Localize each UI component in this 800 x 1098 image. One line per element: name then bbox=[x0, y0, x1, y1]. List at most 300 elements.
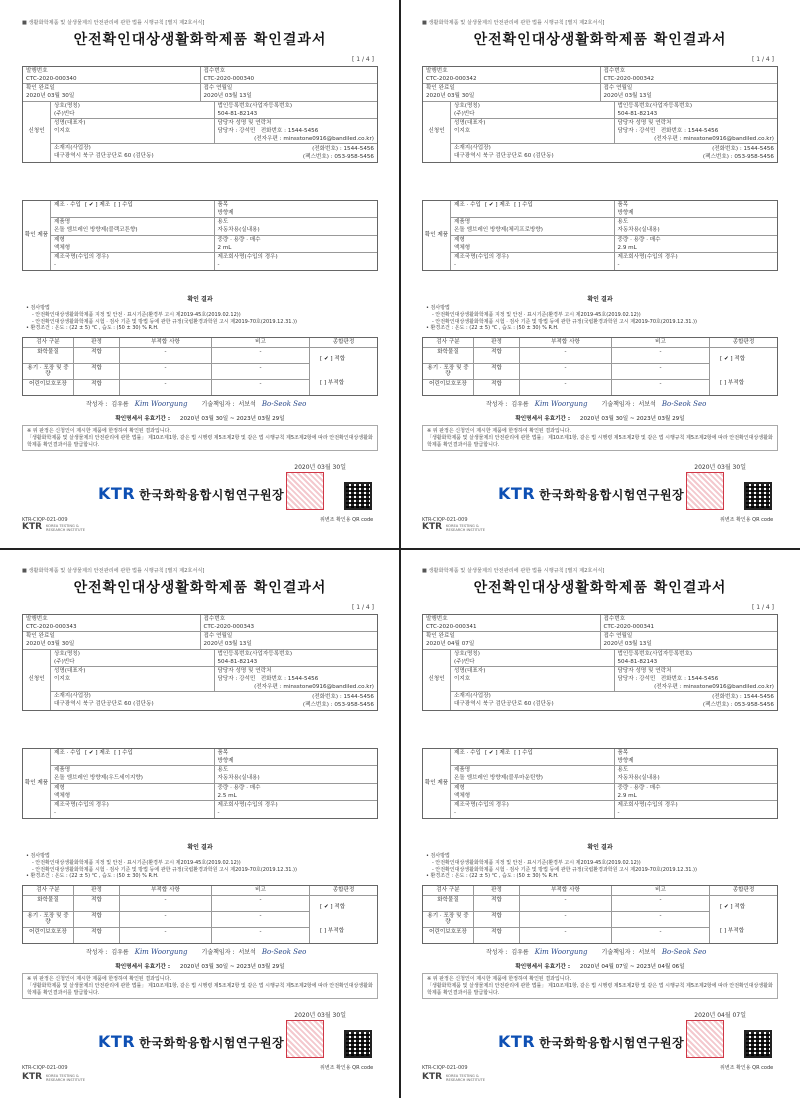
biz-reg-label: 법인등록번호(사업자등록번호) bbox=[617, 102, 693, 109]
validity-label: 확인명세서 유효기간 : bbox=[515, 964, 571, 970]
writer-name: 김우름 bbox=[511, 400, 529, 408]
maker-label: 제조회사명(수입의 경우) bbox=[617, 802, 678, 809]
signature-line bbox=[86, 400, 312, 408]
contact-email: (전자우편 : minsstone0916@bandiled.co.kr) bbox=[254, 135, 374, 142]
overall-unfit: [ ] 부적합 bbox=[320, 927, 345, 934]
country-value: - bbox=[454, 261, 457, 268]
phone-label: (전화번호) bbox=[312, 146, 339, 153]
col-judge: 판정 bbox=[473, 338, 519, 347]
applicant-label: 신청인 bbox=[423, 102, 451, 162]
mfg-import-label: 제조 · 수입 bbox=[454, 202, 481, 208]
content-label: 중량 · 용량 · 매수 bbox=[617, 236, 661, 243]
table-row bbox=[23, 928, 309, 943]
horizontal-divider bbox=[0, 548, 800, 550]
product-name-value: 온돌 엠브레인 방향제(우드세이지향) bbox=[54, 775, 143, 782]
form-label: 제형 bbox=[454, 236, 465, 243]
overall-fit: [ ✔ ] 적합 bbox=[320, 356, 346, 363]
country-label: 제조국명(수입의 경우) bbox=[54, 802, 109, 809]
ceo-value: 이지호 bbox=[454, 127, 471, 134]
method-block bbox=[426, 853, 776, 880]
row-category: 어린이보호포장 bbox=[429, 380, 467, 387]
qr-caption: 위변조 확인용 QR code bbox=[320, 1065, 374, 1071]
issue-no-label: 발행번호 bbox=[26, 616, 48, 622]
row-category: 어린이보호포장 bbox=[29, 928, 67, 935]
receipt-no-label: 접수번호 bbox=[603, 616, 626, 622]
mfg-import-label: 제조 · 수입 bbox=[454, 750, 481, 756]
writer-label: 작성자 : bbox=[486, 948, 508, 956]
receipt-date-label: 접수 연월일 bbox=[603, 633, 633, 640]
footer-ktr-subtitle: KOREA TESTING & RESEARCH INSTITUTE bbox=[46, 1074, 86, 1083]
fax-value: 053-958-5456 bbox=[334, 702, 374, 709]
phone-label: (전화번호) bbox=[712, 694, 739, 701]
method-line-1: - 안전확인대상생활화학제품 지정 및 안전 · 표시기준(환경부 고시 제2019-45호(2019.02.12)) bbox=[32, 859, 241, 866]
env-condition: • 환경조건 : 온도 : (22 ± 5) ℃ , 습도 : (50 ± 30) % R.H. bbox=[26, 873, 159, 880]
form-label: 제형 bbox=[454, 784, 465, 791]
row-unfit: - bbox=[519, 380, 611, 395]
org-name: 한국화학융합시험연구원장 bbox=[139, 1036, 285, 1050]
validity-label: 확인명세서 유효기간 : bbox=[515, 416, 571, 422]
maker-value: - bbox=[617, 261, 620, 268]
footer-ktr-logo: KTR bbox=[422, 1072, 443, 1082]
qr-caption: 위변조 확인용 QR code bbox=[320, 517, 374, 523]
item-label: 품목 bbox=[617, 750, 629, 756]
notice-2: 「생활화학제품 및 살생물제의 안전관리에 관한 법률」 제10조제1항, 같은 법 시행령 제5조제2항 및 같은 법 시행규칙 제5조제2항에 따라 안전확인대상생활화학제품 확인결과서를 발급합니다. bbox=[427, 434, 773, 448]
notice-2: 「생활화학제품 및 살생물제의 안전관리에 관한 법률」 제10조제1항, 같은 법 시행령 제5조제2항 및 같은 법 시행규칙 제5조제2항에 따라 안전확인대상생활화학제품 확인결과서를 발급합니다. bbox=[27, 982, 373, 996]
method-line-2: - 안전확인대상생활화학제품 시험 · 검사 기준 및 방법 등에 관한 규정(국립환경과학원 고시 제2019-70호(2019.12.31.)) bbox=[32, 866, 297, 873]
contact-name: 담당자 : 강석민 bbox=[217, 127, 256, 134]
result-table bbox=[22, 337, 378, 396]
phone-label: (전화번호) bbox=[712, 146, 739, 153]
row-category: 어린이보호포장 bbox=[429, 928, 467, 935]
confirm-date-label: 확인 완료일 bbox=[26, 633, 55, 640]
receipt-no-value: CTC-2020-000342 bbox=[603, 75, 655, 82]
writer-name: 김우름 bbox=[111, 948, 129, 956]
maker-label: 제조회사명(수입의 경우) bbox=[617, 254, 678, 261]
writer-label: 작성자 : bbox=[86, 948, 108, 956]
country-label: 제조국명(수입의 경우) bbox=[454, 254, 509, 261]
law-note: ■ 생활화학제품 및 살생물제의 안전관리에 관한 법률 시행규칙 [별지 제2호서식] bbox=[422, 20, 605, 26]
contact-label: 담당자 성명 및 연락처 bbox=[617, 668, 672, 675]
official-seal bbox=[686, 472, 724, 510]
maker-label: 제조회사명(수입의 경우) bbox=[217, 802, 278, 809]
notice-box bbox=[22, 425, 378, 451]
method-line-2: - 안전확인대상생활화학제품 시험 · 검사 기준 및 방법 등에 관한 규정(국립환경과학원 고시 제2019-70호(2019.12.31.)) bbox=[432, 866, 697, 873]
biz-reg-value: 504-81-82143 bbox=[617, 110, 658, 117]
contact-email: (전자우편 : minsstone0916@bandiled.co.kr) bbox=[654, 135, 774, 142]
writer-name: 김우름 bbox=[111, 400, 129, 408]
mfg-checkbox: [ ✔ ] 제조 bbox=[84, 202, 111, 208]
ceo-label: 성명(대표자) bbox=[454, 120, 486, 127]
row-remark: - bbox=[611, 896, 709, 911]
ceo-label: 성명(대표자) bbox=[54, 120, 86, 127]
company-value: (주)빈다 bbox=[54, 110, 75, 117]
item-value: 방향제 bbox=[217, 209, 234, 216]
certificate-title: 안전확인대상생활화학제품 확인결과서 bbox=[73, 32, 327, 48]
maker-value: - bbox=[617, 809, 620, 816]
row-judge: 적합 bbox=[73, 364, 119, 379]
location-value: 대구광역시 북구 검단공단로 60 (검단동) bbox=[54, 153, 154, 160]
form-value: 액체형 bbox=[454, 792, 471, 799]
mfg-import-label: 제조 · 수입 bbox=[54, 750, 81, 756]
signature-line bbox=[86, 948, 312, 956]
issue-no-value: CTC-2020-000341 bbox=[426, 623, 477, 630]
receipt-no-label: 접수번호 bbox=[203, 616, 226, 622]
ktr-wordmark bbox=[98, 484, 284, 503]
validity-value: 2020년 03월 30일 ~ 2023년 03월 29일 bbox=[579, 416, 685, 422]
col-judge: 판정 bbox=[73, 338, 119, 347]
row-category: 화학물질 bbox=[37, 348, 59, 355]
official-seal bbox=[286, 1020, 324, 1058]
certificate-title: 안전확인대상생활화학제품 확인결과서 bbox=[473, 32, 727, 48]
usage-value: 자동차용(실내용) bbox=[217, 227, 260, 234]
env-condition: • 환경조건 : 온도 : (22 ± 5) ℃ , 습도 : (50 ± 30) % R.H. bbox=[426, 873, 559, 880]
confirm-date-value: 2020년 04월 07일 bbox=[426, 641, 475, 648]
doc-code: KTR-CIQP-021-009 bbox=[422, 1065, 468, 1071]
phone-label: (전화번호) bbox=[312, 694, 339, 701]
col-unfit: 부적합 사항 bbox=[519, 338, 611, 347]
row-unfit: - bbox=[119, 896, 211, 911]
page-number: [ 1 / 4 ] bbox=[752, 56, 774, 63]
receipt-date-value: 2020년 03월 13일 bbox=[603, 641, 652, 648]
writer-label: 작성자 : bbox=[86, 400, 108, 408]
certificate-page bbox=[14, 14, 386, 534]
confirm-date-value: 2020년 03월 30일 bbox=[26, 93, 75, 100]
tech-signature: Bo-Seok Seo bbox=[661, 948, 707, 956]
form-label: 제형 bbox=[54, 784, 65, 791]
product-table bbox=[422, 200, 778, 271]
validity-line bbox=[414, 416, 786, 423]
issue-date: 2020년 04월 07일 bbox=[694, 1012, 746, 1019]
location-value: 대구광역시 북구 검단공단로 60 (검단동) bbox=[454, 153, 554, 160]
receipt-no-value: CTC-2020-000341 bbox=[603, 623, 655, 630]
env-condition: • 환경조건 : 온도 : (22 ± 5) ℃ , 습도 : (50 ± 30) % R.H. bbox=[26, 325, 159, 332]
qr-caption: 위변조 확인용 QR code bbox=[720, 1065, 774, 1071]
product-label: 확인 제품 bbox=[423, 749, 451, 818]
row-judge: 적합 bbox=[473, 928, 519, 943]
col-category: 검사 구분 bbox=[436, 887, 460, 893]
col-remark: 비고 bbox=[211, 338, 309, 347]
product-name-label: 제품명 bbox=[54, 767, 71, 774]
biz-reg-value: 504-81-82143 bbox=[217, 110, 258, 117]
footer-ktr-subtitle: KOREA TESTING & RESEARCH INSTITUTE bbox=[446, 1074, 486, 1083]
import-checkbox: [ ] 수입 bbox=[114, 750, 133, 756]
row-category: 어린이보호포장 bbox=[29, 380, 67, 387]
result-title: 확인 결과 bbox=[187, 844, 213, 851]
method-line-1: - 안전확인대상생활화학제품 지정 및 안전 · 표시기준(환경부 고시 제2019-45호(2019.02.12)) bbox=[432, 859, 641, 866]
product-table bbox=[422, 748, 778, 819]
tech-name: 서보석 bbox=[638, 948, 656, 956]
import-checkbox: [ ] 수입 bbox=[514, 202, 533, 208]
product-table bbox=[22, 200, 378, 271]
ktr-wordmark bbox=[498, 1032, 684, 1051]
method-block bbox=[26, 305, 376, 332]
country-label: 제조국명(수입의 경우) bbox=[454, 802, 509, 809]
table-row bbox=[423, 928, 709, 943]
ktr-logo: KTR bbox=[498, 1032, 536, 1051]
receipt-no-value: CTC-2020-000340 bbox=[203, 75, 255, 82]
qr-code bbox=[744, 482, 772, 510]
certificate-page bbox=[414, 14, 786, 534]
fax-label: (팩스번호) bbox=[302, 702, 329, 709]
tech-label: 기술책임자 : bbox=[601, 400, 635, 408]
row-judge: 적합 bbox=[473, 912, 519, 927]
receipt-date-value: 2020년 03월 13일 bbox=[603, 93, 652, 100]
law-note: ■ 생활화학제품 및 살생물제의 안전관리에 관한 법률 시행규칙 [별지 제2호서식] bbox=[22, 568, 205, 574]
writer-signature: Kim Woorgung bbox=[134, 948, 188, 956]
location-label: 소재지(사업장) bbox=[54, 693, 91, 700]
row-category: 용기 · 포장 및 중량 bbox=[27, 364, 69, 378]
doc-code: KTR-CIQP-021-009 bbox=[22, 517, 68, 523]
validity-line bbox=[414, 964, 786, 971]
ceo-label: 성명(대표자) bbox=[454, 668, 486, 675]
row-remark: - bbox=[211, 380, 309, 395]
row-unfit: - bbox=[119, 380, 211, 395]
biz-reg-value: 504-81-82143 bbox=[617, 658, 658, 665]
validity-value: 2020년 04월 07일 ~ 2023년 04월 06일 bbox=[579, 964, 685, 970]
row-remark: - bbox=[211, 364, 309, 379]
footer-ktr-logo: KTR bbox=[422, 522, 443, 532]
row-judge: 적합 bbox=[73, 928, 119, 943]
location-label: 소재지(사업장) bbox=[54, 145, 91, 152]
phone-value: 1544-5456 bbox=[343, 146, 374, 153]
content-label: 중량 · 용량 · 매수 bbox=[217, 784, 261, 791]
writer-name: 김우름 bbox=[511, 948, 529, 956]
page-number: [ 1 / 4 ] bbox=[752, 604, 774, 611]
biz-reg-label: 법인등록번호(사업자등록번호) bbox=[217, 102, 293, 109]
issue-no-value: CTC-2020-000340 bbox=[26, 75, 77, 82]
usage-value: 자동차용(실내용) bbox=[617, 227, 660, 234]
applicant-label: 신청인 bbox=[423, 650, 451, 710]
contact-email: (전자우편 : minsstone0916@bandiled.co.kr) bbox=[254, 683, 374, 690]
receipt-date-label: 접수 연월일 bbox=[203, 633, 233, 640]
location-value: 대구광역시 북구 검단공단로 60 (검단동) bbox=[54, 701, 154, 708]
row-remark: - bbox=[611, 380, 709, 395]
location-label: 소재지(사업장) bbox=[454, 145, 491, 152]
col-category: 검사 구분 bbox=[36, 887, 60, 893]
notice-box bbox=[22, 973, 378, 999]
content-value: 2 mL bbox=[217, 244, 232, 251]
law-note: ■ 생활화학제품 및 살생물제의 안전관리에 관한 법률 시행규칙 [별지 제2호서식] bbox=[22, 20, 205, 26]
table-row bbox=[23, 896, 309, 912]
company-value: (주)빈다 bbox=[454, 110, 475, 117]
table-row bbox=[423, 364, 709, 380]
qr-code bbox=[344, 482, 372, 510]
col-unfit: 부적합 사항 bbox=[119, 338, 211, 347]
method-line-2: - 안전확인대상생활화학제품 시험 · 검사 기준 및 방법 등에 관한 규정(국립환경과학원 고시 제2019-70호(2019.12.31.)) bbox=[432, 318, 697, 325]
validity-line bbox=[14, 964, 386, 971]
country-label: 제조국명(수입의 경우) bbox=[54, 254, 109, 261]
applicant-table: 발행번호 CTC-2020-000340 접수번호 CTC-2020-000340 확인 완료일 2020년 03월 30일 접수 연월일 2020년 03월 13일 신청인 상호(명칭) (주)빈다 법인등록번호(사업자등록번호) 504-81-82143 성명(대표자) 이지호 담당자 성명 및 연락처 담당자 : 강석민 전화번호 : 1544-5456 (전자우편 : minsstone0916@bandiled.co.kr) 소재지(사업장) 대구광역시 북구 검단공단로 60 (검단동) (전화번호) : 1544-5456 (팩스번호) : 053-958-5456 bbox=[22, 66, 378, 163]
import-checkbox: [ ] 수입 bbox=[514, 750, 533, 756]
biz-reg-label: 법인등록번호(사업자등록번호) bbox=[617, 650, 693, 657]
receipt-no-value: CTC-2020-000343 bbox=[203, 623, 255, 630]
company-label: 상호(명칭) bbox=[454, 102, 480, 109]
receipt-no-label: 접수번호 bbox=[603, 68, 626, 74]
row-remark: - bbox=[211, 928, 309, 943]
method-title: • 검사방법 bbox=[426, 853, 450, 859]
signature-line bbox=[486, 948, 712, 956]
row-unfit: - bbox=[519, 896, 611, 911]
contact-name: 담당자 : 강석민 bbox=[617, 675, 656, 682]
tech-signature: Bo-Seok Seo bbox=[261, 948, 307, 956]
applicant-table: 발행번호 CTC-2020-000342 접수번호 CTC-2020-000342 확인 완료일 2020년 03월 30일 접수 연월일 2020년 03월 13일 신청인 상호(명칭) (주)빈다 법인등록번호(사업자등록번호) 504-81-82143 성명(대표자) 이지호 담당자 성명 및 연락처 담당자 : 강석민 전화번호 : 1544-5456 (전자우편 : minsstone0916@bandiled.co.kr) 소재지(사업장) 대구광역시 북구 검단공단로 60 (검단동) (전화번호) : 1544-5456 (팩스번호) : 053-958-5456 bbox=[422, 66, 778, 163]
row-judge: 적합 bbox=[73, 912, 119, 927]
item-label: 품목 bbox=[617, 202, 629, 208]
country-value: - bbox=[54, 261, 57, 268]
row-judge: 적합 bbox=[473, 380, 519, 395]
country-value: - bbox=[454, 809, 457, 816]
mfg-checkbox: [ ✔ ] 제조 bbox=[84, 750, 111, 756]
product-label: 확인 제품 bbox=[23, 201, 51, 270]
page-number: [ 1 / 4 ] bbox=[352, 56, 374, 63]
item-label: 품목 bbox=[217, 202, 229, 208]
validity-line bbox=[14, 416, 386, 423]
writer-signature: Kim Woorgung bbox=[134, 400, 188, 408]
result-table bbox=[422, 337, 778, 396]
issue-no-label: 발행번호 bbox=[426, 68, 448, 74]
validity-label: 확인명세서 유효기간 : bbox=[115, 964, 171, 970]
company-label: 상호(명칭) bbox=[54, 102, 80, 109]
official-seal bbox=[686, 1020, 724, 1058]
col-category: 검사 구분 bbox=[36, 339, 60, 345]
row-category: 용기 · 포장 및 중량 bbox=[27, 912, 69, 926]
usage-label: 용도 bbox=[617, 219, 629, 226]
confirm-date-label: 확인 완료일 bbox=[26, 85, 55, 92]
notice-box bbox=[422, 973, 778, 999]
result-table bbox=[22, 885, 378, 944]
row-remark: - bbox=[611, 348, 709, 363]
phone-value: 1544-5456 bbox=[743, 694, 774, 701]
import-checkbox: [ ] 수입 bbox=[114, 202, 133, 208]
product-table bbox=[22, 748, 378, 819]
row-unfit: - bbox=[519, 364, 611, 379]
row-remark: - bbox=[611, 928, 709, 943]
notice-1: ※ 위 판정은 신청인이 제시한 제품에 한정하여 확인된 결과입니다. bbox=[427, 428, 572, 434]
item-value: 방향제 bbox=[217, 757, 234, 764]
issue-date: 2020년 03월 30일 bbox=[294, 464, 346, 471]
result-title: 확인 결과 bbox=[587, 296, 613, 303]
ktr-wordmark bbox=[98, 1032, 284, 1051]
receipt-date-label: 접수 연월일 bbox=[203, 85, 233, 92]
result-title: 확인 결과 bbox=[187, 296, 213, 303]
tech-label: 기술책임자 : bbox=[201, 400, 235, 408]
ceo-value: 이지호 bbox=[54, 127, 71, 134]
item-label: 품목 bbox=[217, 750, 229, 756]
contact-phone: 전화번호 : 1544-5456 bbox=[660, 675, 719, 682]
result-table bbox=[422, 885, 778, 944]
location-value: 대구광역시 북구 검단공단로 60 (검단동) bbox=[454, 701, 554, 708]
row-remark: - bbox=[211, 912, 309, 927]
writer-label: 작성자 : bbox=[486, 400, 508, 408]
row-remark: - bbox=[611, 912, 709, 927]
content-label: 중량 · 용량 · 매수 bbox=[617, 784, 661, 791]
col-unfit: 부적합 사항 bbox=[119, 886, 211, 895]
notice-2: 「생활화학제품 및 살생물제의 안전관리에 관한 법률」 제10조제1항, 같은 법 시행령 제5조제2항 및 같은 법 시행규칙 제5조제2항에 따라 안전확인대상생활화학제품 확인결과서를 발급합니다. bbox=[27, 434, 373, 448]
phone-value: 1544-5456 bbox=[743, 146, 774, 153]
notice-1: ※ 위 판정은 신청인이 제시한 제품에 한정하여 확인된 결과입니다. bbox=[27, 428, 172, 434]
row-unfit: - bbox=[519, 348, 611, 363]
row-unfit: - bbox=[119, 348, 211, 363]
method-line-2: - 안전확인대상생활화학제품 시험 · 검사 기준 및 방법 등에 관한 규정(국립환경과학원 고시 제2019-70호(2019.12.31.)) bbox=[32, 318, 297, 325]
mfg-checkbox: [ ✔ ] 제조 bbox=[484, 750, 511, 756]
receipt-date-value: 2020년 03월 13일 bbox=[203, 93, 252, 100]
row-category: 화학물질 bbox=[437, 348, 459, 355]
col-judge: 판정 bbox=[73, 886, 119, 895]
overall-fit: [ ✔ ] 적합 bbox=[720, 356, 746, 363]
overall-fit: [ ✔ ] 적합 bbox=[320, 904, 346, 911]
row-remark: - bbox=[611, 364, 709, 379]
issue-date: 2020년 03월 30일 bbox=[294, 1012, 346, 1019]
method-line-1: - 안전확인대상생활화학제품 지정 및 안전 · 표시기준(환경부 고시 제2019-45호(2019.02.12)) bbox=[32, 311, 241, 318]
row-judge: 적합 bbox=[473, 896, 519, 911]
contact-name: 담당자 : 강석민 bbox=[217, 675, 256, 682]
row-judge: 적합 bbox=[473, 348, 519, 363]
col-overall: 종합판정 bbox=[709, 338, 777, 347]
col-remark: 비고 bbox=[611, 886, 709, 895]
col-overall: 종합판정 bbox=[309, 886, 377, 895]
footer-ktr-subtitle: KOREA TESTING & RESEARCH INSTITUTE bbox=[446, 524, 486, 533]
doc-code: KTR-CIQP-021-009 bbox=[422, 517, 468, 523]
confirm-date-value: 2020년 03월 30일 bbox=[426, 93, 475, 100]
certificate-page bbox=[14, 562, 386, 1082]
fax-label: (팩스번호) bbox=[702, 154, 729, 161]
footer-ktr-logo: KTR bbox=[22, 522, 43, 532]
method-title: • 검사방법 bbox=[26, 305, 50, 311]
law-note: ■ 생활화학제품 및 살생물제의 안전관리에 관한 법률 시행규칙 [별지 제2호서식] bbox=[422, 568, 605, 574]
writer-signature: Kim Woorgung bbox=[534, 400, 588, 408]
contact-label: 담당자 성명 및 연락처 bbox=[217, 668, 272, 675]
col-overall: 종합판정 bbox=[309, 338, 377, 347]
result-title: 확인 결과 bbox=[587, 844, 613, 851]
certificate-title: 안전확인대상생활화학제품 확인결과서 bbox=[73, 580, 327, 596]
receipt-date-value: 2020년 03월 13일 bbox=[203, 641, 252, 648]
table-row bbox=[423, 348, 709, 364]
row-unfit: - bbox=[519, 912, 611, 927]
qr-code bbox=[744, 1030, 772, 1058]
product-name-label: 제품명 bbox=[54, 219, 71, 226]
col-remark: 비고 bbox=[211, 886, 309, 895]
org-name: 한국화학융합시험연구원장 bbox=[139, 488, 285, 502]
location-label: 소재지(사업장) bbox=[454, 693, 491, 700]
writer-signature: Kim Woorgung bbox=[534, 948, 588, 956]
tech-name: 서보석 bbox=[638, 400, 656, 408]
issue-no-value: CTC-2020-000343 bbox=[26, 623, 77, 630]
maker-value: - bbox=[217, 809, 220, 816]
overall-fit: [ ✔ ] 적합 bbox=[720, 904, 746, 911]
method-title: • 검사방법 bbox=[426, 305, 450, 311]
mfg-import-label: 제조 · 수입 bbox=[54, 202, 81, 208]
contact-phone: 전화번호 : 1544-5456 bbox=[660, 127, 719, 134]
receipt-no-label: 접수번호 bbox=[203, 68, 226, 74]
item-value: 방향제 bbox=[617, 757, 634, 764]
applicant-table: 발행번호 CTC-2020-000341 접수번호 CTC-2020-000341 확인 완료일 2020년 04월 07일 접수 연월일 2020년 03월 13일 신청인 상호(명칭) (주)빈다 법인등록번호(사업자등록번호) 504-81-82143 성명(대표자) 이지호 담당자 성명 및 연락처 담당자 : 강석민 전화번호 : 1544-5456 (전자우편 : minsstone0916@bandiled.co.kr) 소재지(사업장) 대구광역시 북구 검단공단로 60 (검단동) (전화번호) : 1544-5456 (팩스번호) : 053-958-5456 bbox=[422, 614, 778, 711]
notice-2: 「생활화학제품 및 살생물제의 안전관리에 관한 법률」 제10조제1항, 같은 법 시행령 제5조제2항 및 같은 법 시행규칙 제5조제2항에 따라 안전확인대상생활화학제품 확인결과서를 발급합니다. bbox=[427, 982, 773, 996]
product-label: 확인 제품 bbox=[23, 749, 51, 818]
issue-no-label: 발행번호 bbox=[426, 616, 448, 622]
applicant-label: 신청인 bbox=[23, 102, 51, 162]
row-category: 용기 · 포장 및 중량 bbox=[427, 364, 469, 378]
table-row bbox=[423, 380, 709, 395]
validity-value: 2020년 03월 30일 ~ 2023년 03월 29일 bbox=[179, 964, 285, 970]
confirm-date-value: 2020년 03월 30일 bbox=[26, 641, 75, 648]
row-unfit: - bbox=[119, 912, 211, 927]
ceo-value: 이지호 bbox=[54, 675, 71, 682]
tech-name: 서보석 bbox=[238, 948, 256, 956]
company-label: 상호(명칭) bbox=[454, 650, 480, 657]
fax-label: (팩스번호) bbox=[702, 702, 729, 709]
fax-value: 053-958-5456 bbox=[734, 702, 774, 709]
validity-label: 확인명세서 유효기간 : bbox=[115, 416, 171, 422]
